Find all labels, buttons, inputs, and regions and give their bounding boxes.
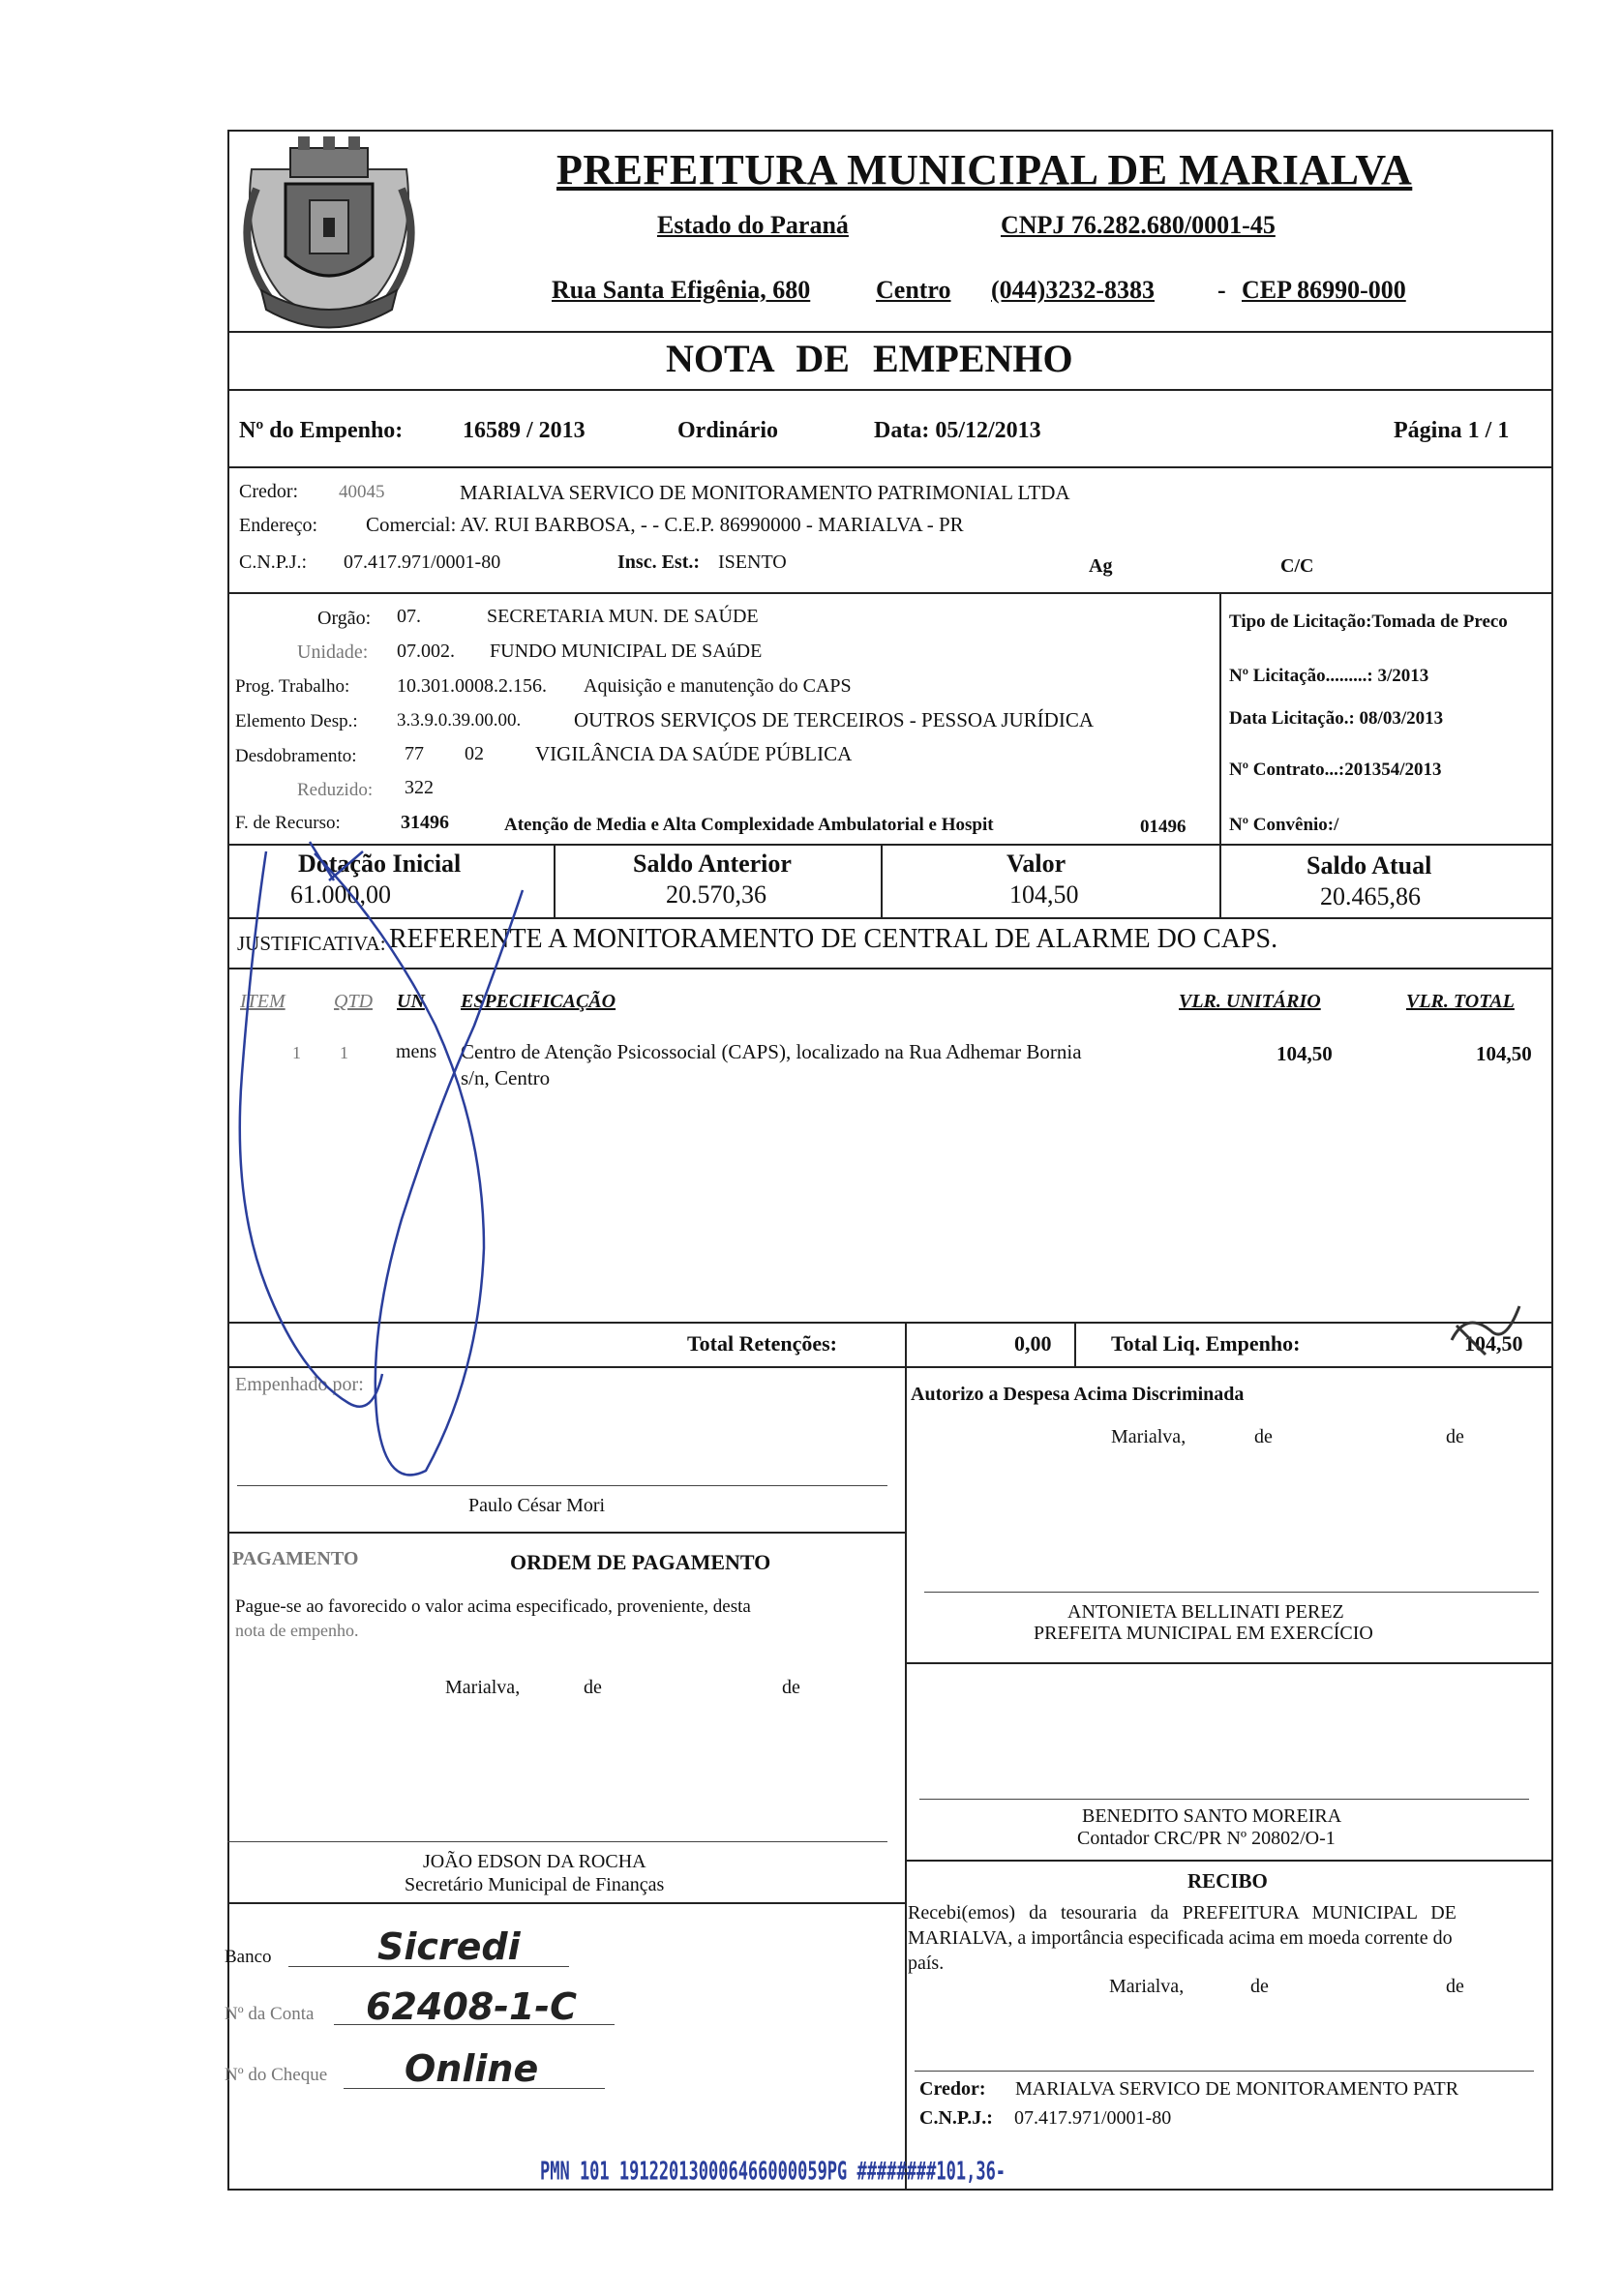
empenho-date: Data: 05/12/2013 — [874, 418, 1041, 443]
autorizo-de1: de — [1254, 1426, 1273, 1447]
document-title: NOTA DE EMPENHO — [666, 337, 1073, 380]
banco-label: Banco — [225, 1947, 272, 1967]
licitacao-contrato: Nº Contrato...:201354/2013 — [1229, 760, 1442, 780]
elemento-label: Elemento Desp.: — [235, 711, 358, 731]
cheque-value: Online — [405, 2047, 539, 2090]
pen-checkmark — [1447, 1301, 1534, 1379]
autorizo-city: Marialva, — [1111, 1426, 1186, 1447]
ordem-pagamento-title: ORDEM DE PAGAMENTO — [510, 1550, 771, 1574]
reduzido-value: 322 — [405, 777, 434, 798]
contador-role: Contador CRC/PR Nº 20802/O-1 — [1077, 1828, 1336, 1849]
empenho-page: Página 1 / 1 — [1394, 418, 1510, 443]
licitacao-data: Data Licitação.: 08/03/2013 — [1229, 708, 1444, 729]
pen-signature-mark — [213, 832, 794, 1490]
empenho-type: Ordinário — [677, 418, 779, 443]
col-un-header: UN — [397, 991, 425, 1012]
saldo-atual-value: 20.465,86 — [1320, 882, 1421, 910]
endereco-label: Endereço: — [239, 515, 318, 536]
prog-code: 10.301.0008.2.156. — [397, 675, 547, 697]
conta-value: 62408-1-C — [366, 1985, 578, 2028]
saldo-anterior-label: Saldo Anterior — [633, 850, 792, 878]
orgao-code: 07. — [397, 606, 421, 627]
col-qtd-header: QTD — [334, 991, 374, 1012]
retencoes-value: 0,00 — [1014, 1331, 1052, 1356]
header-title: PREFEITURA MUNICIPAL DE MARIALVA — [556, 146, 1413, 194]
recurso-label: F. de Recurso: — [235, 813, 341, 833]
desdobramento-code: 77 — [405, 743, 424, 764]
secretario-name: JOÃO EDSON DA ROCHA — [423, 1851, 646, 1872]
prog-label: Prog. Trabalho: — [235, 676, 350, 697]
municipal-coat-of-arms — [232, 131, 426, 339]
header-district: Centro — [876, 276, 951, 304]
empenho-number: 16589 / 2013 — [463, 418, 586, 443]
elemento-name: OUTROS SERVIÇOS DE TERCEIROS - PESSOA JURÍDICA — [574, 708, 1095, 731]
prefeita-role: PREFEITA MUNICIPAL EM EXERCÍCIO — [1034, 1623, 1373, 1644]
validation-stamp: PMN 101 191220130006466000059PG ########101,36- — [540, 2158, 1006, 2187]
reduzido-label: Reduzido: — [297, 780, 374, 800]
cheque-label: Nº do Cheque — [225, 2065, 328, 2085]
header-address: Rua Santa Efigênia, 680 — [552, 276, 811, 304]
pagamento-text-1: Pague-se ao favorecido o valor acima especificado, proveniente, desta — [235, 1596, 751, 1617]
header-cep: CEP 86990-000 — [1242, 276, 1406, 304]
elemento-code: 3.3.9.0.39.00.00. — [397, 710, 522, 731]
row-item: 1 — [292, 1043, 301, 1062]
unidade-label: Unidade: — [297, 641, 369, 663]
empenhado-label: Empenhado por: — [235, 1374, 364, 1395]
pagamento-city: Marialva, — [445, 1677, 521, 1698]
prog-name: Aquisição e manutenção do CAPS — [584, 675, 852, 697]
desdobramento-sub: 02 — [465, 743, 484, 764]
endereco-value: Comercial: AV. RUI BARBOSA, - - C.E.P. 86990000 - MARIALVA - PR — [366, 513, 964, 536]
row-espec-line2: s/n, Centro — [461, 1066, 551, 1089]
row-un: mens — [396, 1041, 437, 1062]
row-unit: 104,50 — [1277, 1042, 1333, 1065]
unidade-code: 07.002. — [397, 641, 455, 662]
pagamento-label: PAGAMENTO — [232, 1548, 359, 1569]
recibo-text-2: MARIALVA, a importância especificada acima em moeda corrente do — [908, 1927, 1453, 1949]
dotacao-label: Dotação Inicial — [298, 850, 462, 878]
pagamento-de1: de — [584, 1677, 602, 1698]
recibo-title: RECIBO — [1187, 1869, 1268, 1893]
col-unit-header: VLR. UNITÁRIO — [1179, 991, 1321, 1012]
footer-cnpj-value: 07.417.971/0001-80 — [1014, 2107, 1172, 2129]
empenho-label: Nº do Empenho: — [239, 418, 404, 443]
footer-credor-label: Credor: — [919, 2078, 986, 2100]
justificativa-text: REFERENTE A MONITORAMENTO DE CENTRAL DE ALARME DO CAPS. — [389, 924, 1278, 954]
row-qtd: 1 — [340, 1043, 348, 1062]
retencoes-label: Total Retenções: — [687, 1331, 837, 1356]
desdobramento-name: VIGILÂNCIA DA SAÚDE PÚBLICA — [535, 742, 853, 765]
header-cnpj: CNPJ 76.282.680/0001-45 — [1001, 211, 1276, 239]
cnpj-value: 07.417.971/0001-80 — [344, 552, 501, 573]
licitacao-numero: Nº Licitação.........: 3/2013 — [1229, 666, 1429, 686]
saldo-atual-label: Saldo Atual — [1307, 851, 1432, 880]
col-total-header: VLR. TOTAL — [1406, 991, 1515, 1012]
credor-code: 40045 — [339, 482, 385, 502]
unidade-name: FUNDO MUNICIPAL DE SAúDE — [490, 641, 763, 662]
prefeita-name: ANTONIETA BELLINATI PEREZ — [1067, 1601, 1344, 1623]
header-phone: (044)3232-8383 — [991, 276, 1155, 304]
row-espec-line1: Centro de Atenção Psicossocial (CAPS), localizado na Rua Adhemar Bornia — [461, 1040, 1082, 1063]
recibo-city: Marialva, — [1109, 1976, 1185, 1997]
liq-label: Total Liq. Empenho: — [1111, 1331, 1301, 1356]
row-total: 104,50 — [1476, 1042, 1532, 1065]
justificativa-label: JUSTIFICATIVA: — [237, 932, 386, 955]
valor-label: Valor — [1006, 850, 1066, 878]
insc-value: ISENTO — [718, 552, 787, 573]
orgao-label: Orgão: — [317, 608, 372, 629]
contador-name: BENEDITO SANTO MOREIRA — [1082, 1805, 1342, 1827]
orgao-name: SECRETARIA MUN. DE SAÚDE — [487, 606, 759, 627]
recurso-name: Atenção de Media e Alta Complexidade Ambulatorial e Hospit — [504, 815, 994, 835]
header-dash: - — [1217, 276, 1226, 304]
pagamento-de2: de — [782, 1677, 800, 1698]
header-state: Estado do Paraná — [657, 211, 849, 239]
licitacao-tipo: Tipo de Licitação:Tomada de Preco — [1229, 611, 1508, 632]
recurso-code2: 01496 — [1140, 817, 1186, 837]
footer-credor-value: MARIALVA SERVICO DE MONITORAMENTO PATR — [1015, 2078, 1459, 2100]
recibo-de1: de — [1250, 1976, 1269, 1997]
cnpj-label: C.N.P.J.: — [239, 552, 308, 573]
col-espec-header: ESPECIFICAÇÃO — [461, 991, 616, 1012]
autorizo-de2: de — [1446, 1426, 1464, 1447]
col-item-header: ITEM — [240, 991, 285, 1012]
conta-label: Nº da Conta — [225, 2004, 315, 2024]
empenhado-name: Paulo César Mori — [468, 1495, 606, 1516]
saldo-anterior-value: 20.570,36 — [666, 880, 766, 909]
credor-name: MARIALVA SERVICO DE MONITORAMENTO PATRIMONIAL LTDA — [460, 481, 1070, 504]
recibo-de2: de — [1446, 1976, 1464, 1997]
insc-label: Insc. Est.: — [617, 552, 701, 573]
recibo-text-3: país. — [908, 1953, 945, 1974]
secretario-role: Secretário Municipal de Finanças — [405, 1874, 665, 1895]
banco-value: Sicredi — [377, 1925, 521, 1968]
footer-cnpj-label: C.N.P.J.: — [919, 2107, 993, 2129]
recibo-text-1: Recebi(emos) da tesouraria da PREFEITURA MUNICIPAL DE — [908, 1902, 1457, 1923]
cc-label: C/C — [1280, 555, 1314, 577]
liq-value: 104,50 — [1464, 1331, 1523, 1356]
credor-label: Credor: — [239, 481, 299, 502]
valor-value: 104,50 — [1009, 880, 1079, 909]
autorizo-label: Autorizo a Despesa Acima Discriminada — [911, 1384, 1245, 1405]
licitacao-convenio: Nº Convênio:/ — [1229, 815, 1339, 835]
pagamento-text-2: nota de empenho. — [235, 1621, 359, 1640]
recurso-code: 31496 — [401, 812, 449, 833]
ag-label: Ag — [1089, 555, 1113, 577]
desdobramento-label: Desdobramento: — [235, 746, 357, 766]
dotacao-value: 61.000,00 — [290, 880, 391, 909]
